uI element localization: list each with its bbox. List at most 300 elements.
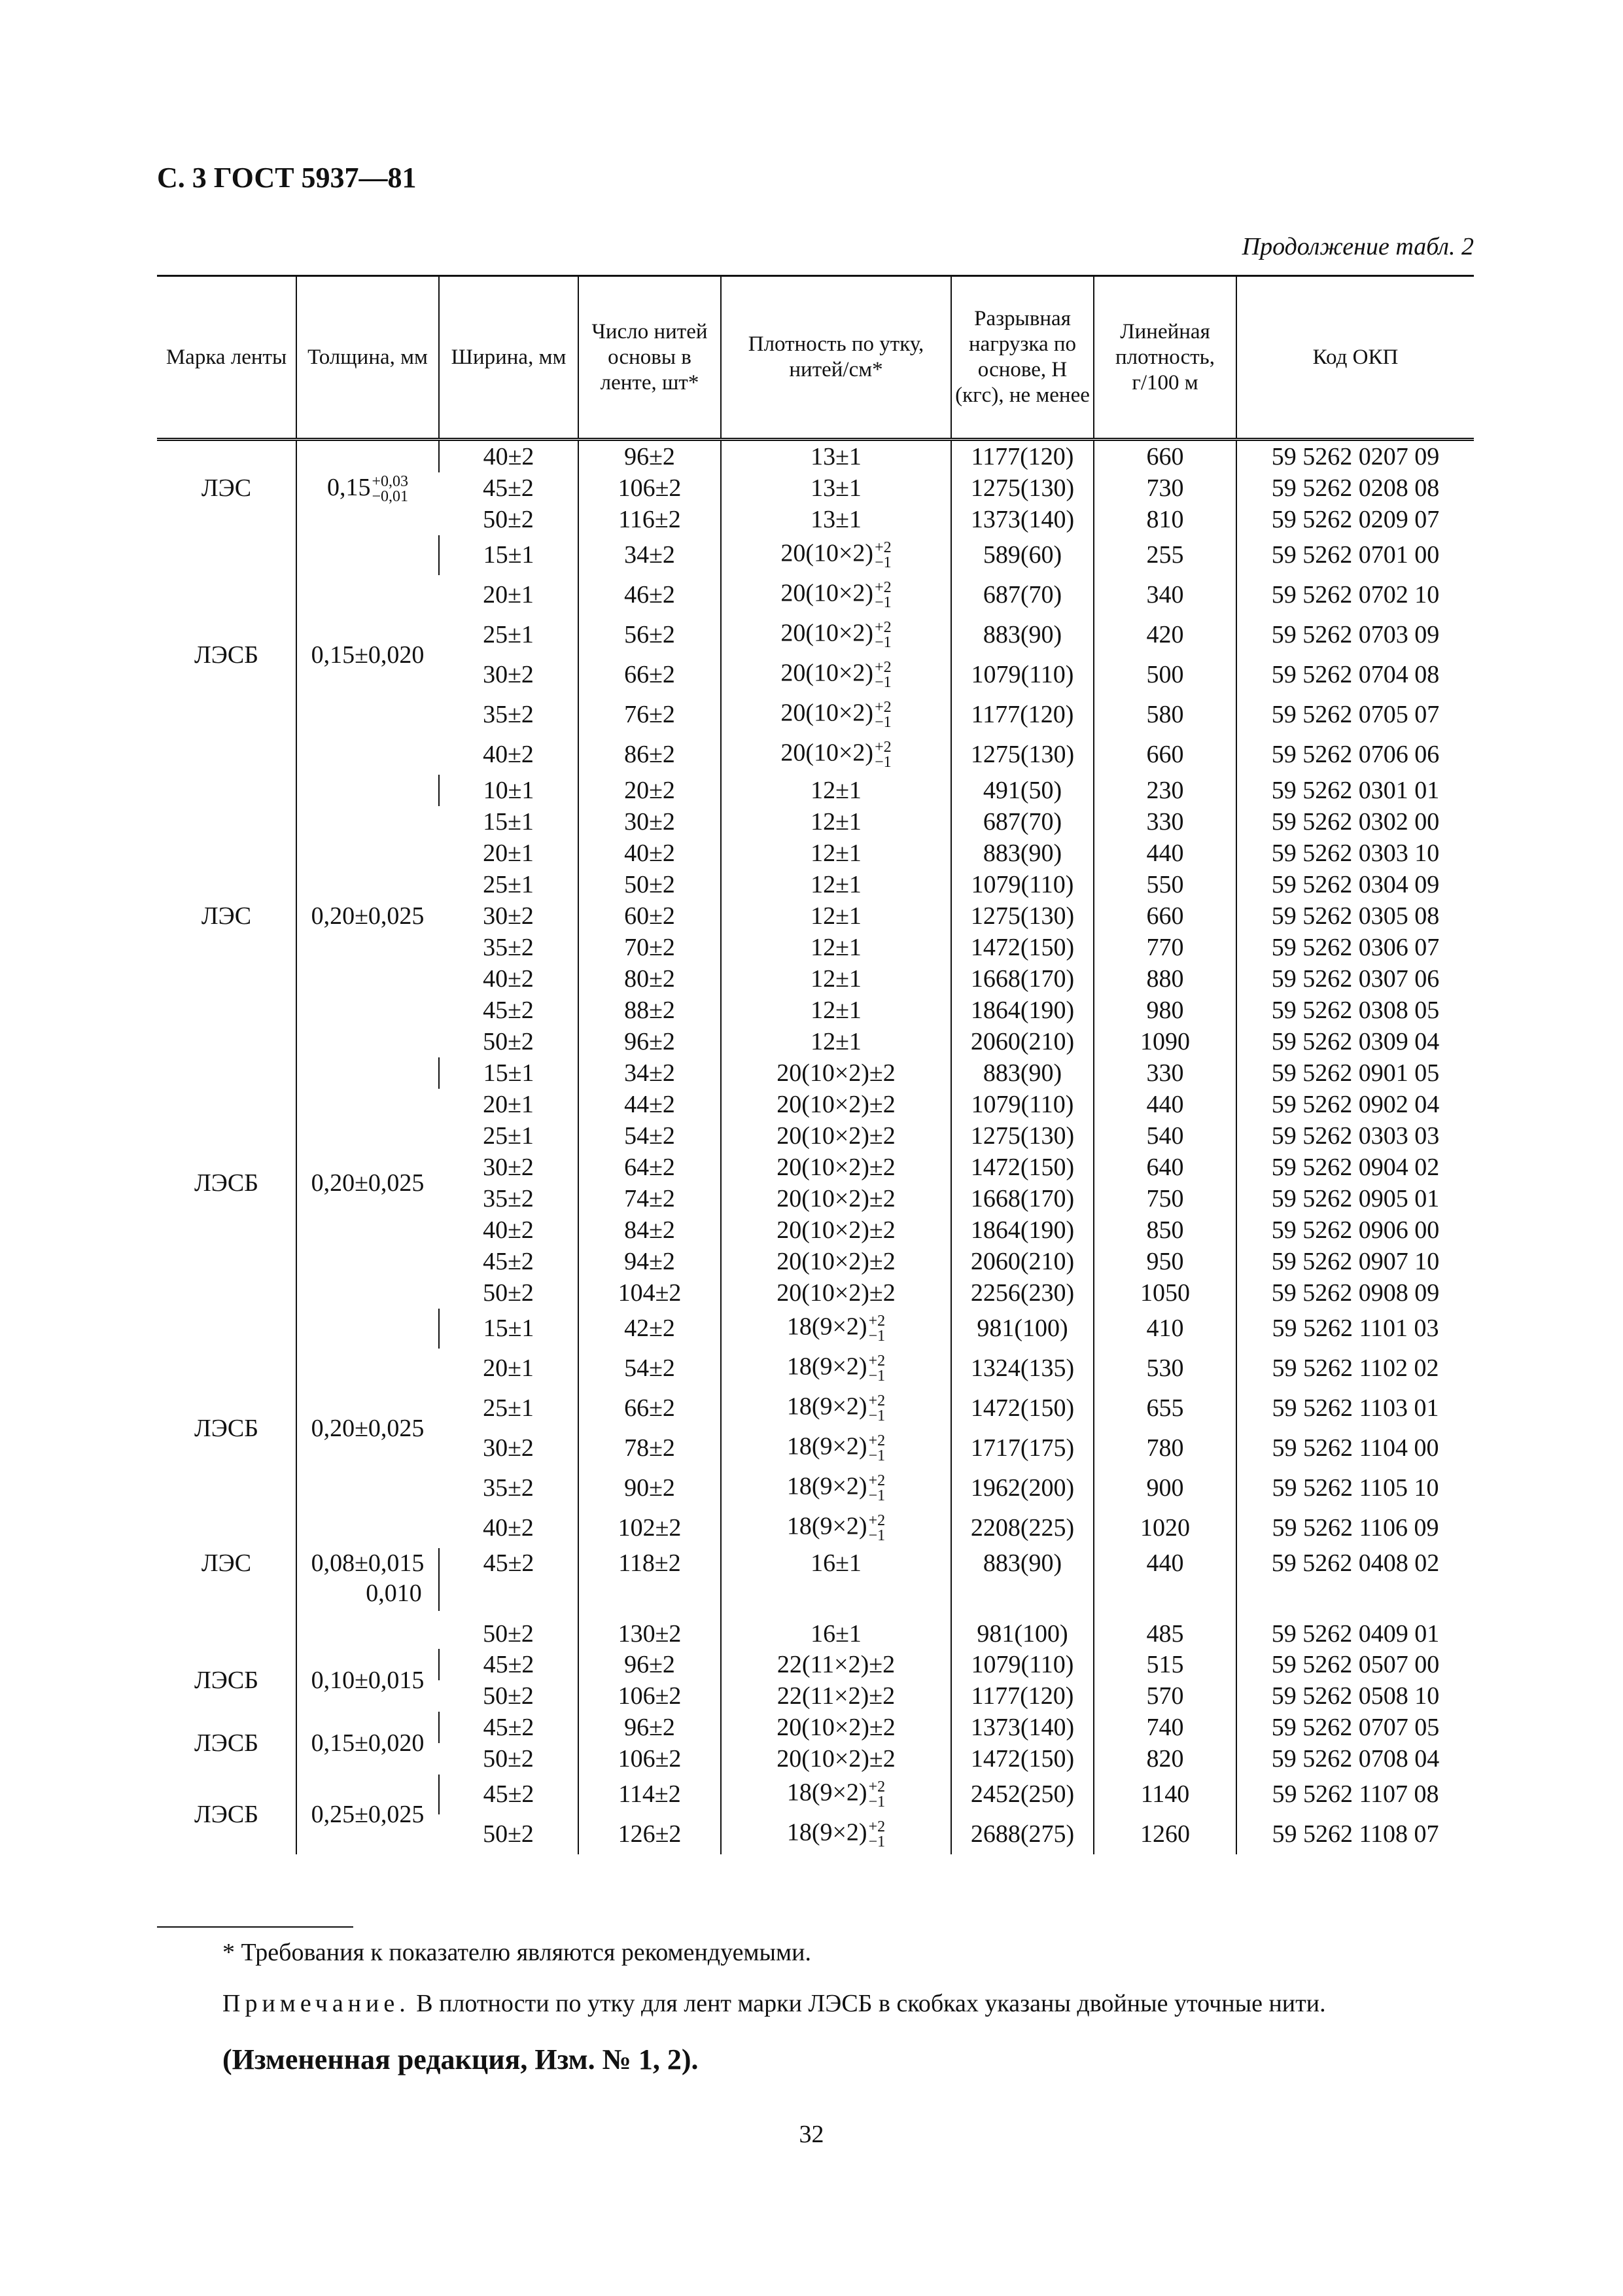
breaking-load-cell xyxy=(951,806,1094,838)
linear-density-cell xyxy=(1094,575,1236,615)
threads-cell xyxy=(578,932,721,963)
linear-density-cell xyxy=(1094,1508,1236,1548)
weft-density-value: 20(10×2) xyxy=(780,659,874,687)
weft-density-value: 22(11×2)±2 xyxy=(777,1651,896,1678)
breaking-load-cell xyxy=(951,1246,1094,1277)
breaking-load-cell xyxy=(951,1775,1094,1814)
breaking-load-value: 491(50) xyxy=(983,777,1062,804)
weft-tolerance-upper: +2 xyxy=(875,738,892,756)
table-row xyxy=(157,1548,1474,1611)
table-continuation-label: Продолжение табл. 2 xyxy=(1242,233,1474,260)
threads-cell xyxy=(578,806,721,838)
linear-density-value: 500 xyxy=(1146,661,1184,688)
okp-code-value: 59 5262 0305 08 xyxy=(1271,902,1440,930)
okp-code-cell xyxy=(1236,504,1474,535)
threads-cell xyxy=(578,1508,721,1548)
breaking-load-cell xyxy=(951,1814,1094,1854)
linear-density-cell xyxy=(1094,1026,1236,1057)
threads-value: 74±2 xyxy=(624,1185,675,1212)
threads-value: 56±2 xyxy=(624,621,675,648)
threads-cell xyxy=(578,615,721,655)
weft-density-value: 20(10×2)±2 xyxy=(777,1279,896,1307)
thickness-tolerance-upper: +0,03 xyxy=(372,473,409,491)
threads-cell xyxy=(578,1649,721,1680)
breaking-load-cell xyxy=(951,869,1094,900)
threads-value: 78±2 xyxy=(624,1434,675,1462)
okp-code-cell xyxy=(1236,1057,1474,1089)
threads-cell xyxy=(578,1026,721,1057)
breaking-load-value: 981(100) xyxy=(977,1315,1068,1342)
threads-value: 130±2 xyxy=(618,1620,682,1648)
weft-density-cell xyxy=(721,615,951,655)
width-cell xyxy=(439,1548,578,1611)
threads-cell xyxy=(578,1814,721,1854)
weft-density-value: 20(10×2)±2 xyxy=(777,1248,896,1275)
linear-density-cell xyxy=(1094,1712,1236,1743)
mark-cell xyxy=(157,1548,296,1649)
width-value: 50±2 xyxy=(483,1682,534,1710)
okp-code-value: 59 5262 0408 02 xyxy=(1271,1549,1440,1577)
linear-density-value: 1260 xyxy=(1140,1820,1190,1848)
threads-value: 34±2 xyxy=(624,541,675,569)
linear-density-value: 640 xyxy=(1146,1154,1184,1181)
linear-density-value: 330 xyxy=(1146,1059,1184,1087)
breaking-load-value: 1177(120) xyxy=(971,701,1074,728)
okp-code-value: 59 5262 1106 09 xyxy=(1272,1514,1439,1542)
okp-code-cell xyxy=(1236,995,1474,1026)
okp-code-cell xyxy=(1236,1089,1474,1120)
width-value: 40±2 xyxy=(483,741,534,768)
mark-value: ЛЭС xyxy=(201,902,252,930)
thickness-cell xyxy=(296,1775,439,1854)
column-header: Ширина, мм xyxy=(439,276,578,440)
threads-value: 96±2 xyxy=(624,1714,675,1741)
width-cell xyxy=(439,1349,578,1388)
weft-tolerance xyxy=(869,1434,886,1464)
width-value: 50±2 xyxy=(483,1820,534,1848)
linear-density-value: 550 xyxy=(1146,871,1184,898)
weft-density-cell xyxy=(721,1428,951,1468)
breaking-load-value: 1079(110) xyxy=(971,1651,1074,1678)
threads-value: 50±2 xyxy=(624,871,675,898)
column-header: Толщина, мм xyxy=(296,276,439,440)
okp-code-value: 59 5262 0309 04 xyxy=(1271,1028,1440,1055)
weft-tolerance-upper: +2 xyxy=(868,1472,886,1489)
breaking-load-cell xyxy=(951,1388,1094,1428)
breaking-load-cell xyxy=(951,1548,1094,1611)
weft-density-cell xyxy=(721,1468,951,1508)
linear-density-value: 255 xyxy=(1146,541,1184,569)
breaking-load-cell xyxy=(951,838,1094,869)
linear-density-value: 485 xyxy=(1146,1620,1184,1648)
weft-density-value: 13±1 xyxy=(811,506,862,533)
table-header-row xyxy=(157,276,1474,440)
okp-code-cell xyxy=(1236,1246,1474,1277)
linear-density-cell xyxy=(1094,1428,1236,1468)
linear-density-value: 440 xyxy=(1146,1549,1184,1577)
okp-code-cell xyxy=(1236,1508,1474,1548)
threads-cell xyxy=(578,472,721,504)
threads-value: 106±2 xyxy=(618,1682,682,1710)
width-value: 20±1 xyxy=(483,1354,534,1382)
width-cell xyxy=(439,1183,578,1214)
threads-value: 76±2 xyxy=(624,701,675,728)
mark-cell xyxy=(157,1712,296,1775)
weft-density-cell xyxy=(721,1649,951,1680)
breaking-load-value: 2256(230) xyxy=(970,1279,1075,1307)
breaking-load-cell xyxy=(951,695,1094,735)
breaking-load-cell xyxy=(951,1712,1094,1743)
breaking-load-value: 883(90) xyxy=(983,1549,1062,1577)
thickness-value: 0,15 xyxy=(326,473,371,501)
width-cell xyxy=(439,440,578,473)
width-cell xyxy=(439,1388,578,1428)
table-row xyxy=(157,1649,1474,1680)
threads-value: 30±2 xyxy=(624,808,675,836)
breaking-load-cell xyxy=(951,615,1094,655)
linear-density-value: 980 xyxy=(1146,997,1184,1024)
threads-value: 96±2 xyxy=(624,1028,675,1055)
threads-cell xyxy=(578,1152,721,1183)
weft-density-value: 12±1 xyxy=(811,997,862,1024)
width-value: 50±2 xyxy=(483,1745,534,1773)
threads-value: 126±2 xyxy=(618,1820,682,1848)
width-value: 25±1 xyxy=(483,1394,534,1422)
linear-density-cell xyxy=(1094,655,1236,695)
linear-density-cell xyxy=(1094,1775,1236,1814)
threads-value: 66±2 xyxy=(624,661,675,688)
linear-density-value: 1050 xyxy=(1140,1279,1190,1307)
width-value: 50±2 xyxy=(483,506,534,533)
weft-tolerance-lower: −1 xyxy=(875,593,892,611)
breaking-load-value: 1177(120) xyxy=(971,443,1074,470)
weft-tolerance-lower: −1 xyxy=(868,1833,886,1850)
breaking-load-value: 1324(135) xyxy=(970,1354,1075,1382)
linear-density-cell xyxy=(1094,1120,1236,1152)
width-cell xyxy=(439,1775,578,1814)
threads-cell xyxy=(578,995,721,1026)
weft-density-value: 12±1 xyxy=(811,871,862,898)
weft-tolerance xyxy=(875,620,892,650)
threads-cell xyxy=(578,575,721,615)
okp-code-cell xyxy=(1236,1468,1474,1508)
weft-density-cell xyxy=(721,963,951,995)
column-header: Число нитей основы в ленте, шт* xyxy=(578,276,721,440)
weft-density-value: 20(10×2)±2 xyxy=(777,1745,896,1773)
okp-code-cell xyxy=(1236,735,1474,775)
mark-value: ЛЭС xyxy=(201,474,252,502)
threads-value: 96±2 xyxy=(624,443,675,470)
width-cell xyxy=(439,806,578,838)
threads-value: 94±2 xyxy=(624,1248,675,1275)
threads-cell xyxy=(578,963,721,995)
linear-density-cell xyxy=(1094,869,1236,900)
column-header: Плотность по утку, нитей/см* xyxy=(721,276,951,440)
weft-density-value: 18(9×2) xyxy=(786,1352,867,1381)
okp-code-value: 59 5262 1104 00 xyxy=(1272,1434,1439,1462)
weft-density-cell xyxy=(721,695,951,735)
weft-density-cell xyxy=(721,1309,951,1349)
weft-tolerance-lower: −1 xyxy=(875,713,892,731)
threads-cell xyxy=(578,1775,721,1814)
linear-density-cell xyxy=(1094,995,1236,1026)
width-cell xyxy=(439,1712,578,1743)
weft-density-cell xyxy=(721,775,951,806)
okp-code-value: 59 5262 0705 07 xyxy=(1271,701,1440,728)
width-cell xyxy=(439,1508,578,1548)
threads-value: 106±2 xyxy=(618,474,682,502)
breaking-load-cell xyxy=(951,900,1094,932)
weft-density-cell xyxy=(721,440,951,473)
linear-density-value: 820 xyxy=(1146,1745,1184,1773)
breaking-load-cell xyxy=(951,963,1094,995)
weft-density-cell xyxy=(721,1388,951,1428)
weft-tolerance-lower: −1 xyxy=(875,673,892,691)
thickness-value: 0,20±0,025 xyxy=(311,1414,425,1442)
breaking-load-cell xyxy=(951,1120,1094,1152)
threads-value: 104±2 xyxy=(618,1279,682,1307)
thickness-value: 0,20±0,025 xyxy=(311,1169,425,1197)
weft-density-cell xyxy=(721,735,951,775)
thickness-cell xyxy=(296,1057,439,1309)
table-row xyxy=(157,1775,1474,1814)
linear-density-value: 810 xyxy=(1146,506,1184,533)
linear-density-value: 410 xyxy=(1146,1315,1184,1342)
okp-code-value: 59 5262 0708 04 xyxy=(1271,1745,1440,1773)
weft-density-value: 20(10×2)±2 xyxy=(777,1185,896,1212)
okp-code-cell xyxy=(1236,1428,1474,1468)
threads-cell xyxy=(578,1468,721,1508)
linear-density-cell xyxy=(1094,900,1236,932)
okp-code-value: 59 5262 0409 01 xyxy=(1271,1620,1440,1648)
linear-density-value: 780 xyxy=(1146,1434,1184,1462)
weft-density-cell xyxy=(721,1712,951,1743)
thickness-value: 0,15±0,020 xyxy=(311,1729,425,1757)
linear-density-value: 730 xyxy=(1146,474,1184,502)
threads-cell xyxy=(578,838,721,869)
width-cell xyxy=(439,615,578,655)
linear-density-value: 655 xyxy=(1146,1394,1184,1422)
weft-density-cell xyxy=(721,1508,951,1548)
okp-code-cell xyxy=(1236,900,1474,932)
width-value: 45±2 xyxy=(483,1714,534,1741)
linear-density-cell xyxy=(1094,1680,1236,1712)
thickness-value: 0,20±0,025 xyxy=(311,902,425,930)
breaking-load-cell xyxy=(951,1611,1094,1649)
weft-tolerance-upper: +2 xyxy=(868,1312,886,1330)
linear-density-value: 850 xyxy=(1146,1216,1184,1244)
width-value: 45±2 xyxy=(483,1549,534,1577)
width-value: 15±1 xyxy=(483,1059,534,1087)
breaking-load-cell xyxy=(951,1089,1094,1120)
width-cell xyxy=(439,1089,578,1120)
breaking-load-value: 589(60) xyxy=(983,541,1062,569)
okp-code-cell xyxy=(1236,1649,1474,1680)
linear-density-value: 230 xyxy=(1146,777,1184,804)
width-value: 30±2 xyxy=(483,1154,534,1181)
breaking-load-cell xyxy=(951,1026,1094,1057)
okp-code-value: 59 5262 0306 07 xyxy=(1271,934,1440,961)
weft-density-cell xyxy=(721,1277,951,1309)
weft-density-cell xyxy=(721,932,951,963)
weft-density-cell xyxy=(721,900,951,932)
threads-value: 84±2 xyxy=(624,1216,675,1244)
breaking-load-value: 1864(190) xyxy=(970,1216,1075,1244)
width-value: 15±1 xyxy=(483,541,534,569)
breaking-load-value: 2452(250) xyxy=(970,1780,1075,1808)
table-row xyxy=(157,1712,1474,1743)
width-value: 25±1 xyxy=(483,871,534,898)
width-cell xyxy=(439,900,578,932)
okp-code-value: 59 5262 0304 09 xyxy=(1271,871,1440,898)
weft-tolerance-upper: +2 xyxy=(875,578,892,596)
width-cell xyxy=(439,1680,578,1712)
threads-cell xyxy=(578,1183,721,1214)
okp-code-cell xyxy=(1236,535,1474,575)
weft-density-value: 12±1 xyxy=(811,839,862,867)
weft-tolerance-lower: −1 xyxy=(875,554,892,571)
width-value: 45±2 xyxy=(483,474,534,502)
weft-density-cell xyxy=(721,535,951,575)
width-value: 30±2 xyxy=(483,661,534,688)
thickness-value: 0,10±0,015 xyxy=(311,1667,425,1694)
weft-density-cell xyxy=(721,1214,951,1246)
weft-tolerance-lower: −1 xyxy=(868,1487,886,1504)
okp-code-value: 59 5262 1108 07 xyxy=(1272,1820,1439,1848)
width-value: 45±2 xyxy=(483,1248,534,1275)
weft-density-cell xyxy=(721,575,951,615)
linear-density-value: 950 xyxy=(1146,1248,1184,1275)
threads-cell xyxy=(578,1309,721,1349)
width-value: 50±2 xyxy=(483,1279,534,1307)
breaking-load-value: 1668(170) xyxy=(970,1185,1075,1212)
weft-density-cell xyxy=(721,504,951,535)
linear-density-cell xyxy=(1094,1743,1236,1775)
weft-density-value: 20(10×2)±2 xyxy=(777,1714,896,1741)
width-value: 40±2 xyxy=(483,1216,534,1244)
amendment-note: (Измененная редакция, Изм. № 1, 2). xyxy=(222,2043,699,2075)
breaking-load-value: 2688(275) xyxy=(970,1820,1075,1848)
weft-density-cell xyxy=(721,1246,951,1277)
width-cell xyxy=(439,1814,578,1854)
threads-value: 96±2 xyxy=(624,1651,675,1678)
breaking-load-value: 1079(110) xyxy=(971,1091,1074,1118)
threads-value: 46±2 xyxy=(624,581,675,609)
breaking-load-cell xyxy=(951,932,1094,963)
weft-density-cell xyxy=(721,1814,951,1854)
thickness-value: 0,25±0,025 xyxy=(311,1800,425,1828)
weft-tolerance xyxy=(875,660,892,690)
weft-tolerance-lower: −1 xyxy=(875,753,892,771)
weft-density-cell xyxy=(721,1089,951,1120)
mark-cell xyxy=(157,1775,296,1854)
threads-value: 60±2 xyxy=(624,902,675,930)
okp-code-value: 59 5262 0303 10 xyxy=(1271,839,1440,867)
width-cell xyxy=(439,575,578,615)
weft-density-value: 20(10×2)±2 xyxy=(777,1216,896,1244)
weft-density-value: 12±1 xyxy=(811,902,862,930)
width-value: 10±1 xyxy=(483,777,534,804)
threads-value: 116±2 xyxy=(618,506,681,533)
linear-density-value: 440 xyxy=(1146,839,1184,867)
mark-value: ЛЭСБ xyxy=(194,1169,259,1197)
weft-density-value: 20(10×2) xyxy=(780,619,874,647)
okp-code-cell xyxy=(1236,1743,1474,1775)
okp-code-cell xyxy=(1236,932,1474,963)
width-value: 35±2 xyxy=(483,934,534,961)
linear-density-value: 420 xyxy=(1146,621,1184,648)
weft-density-value: 20(10×2) xyxy=(780,539,874,567)
threads-cell xyxy=(578,535,721,575)
breaking-load-value: 1177(120) xyxy=(971,1682,1074,1710)
weft-density-value: 12±1 xyxy=(811,777,862,804)
weft-density-cell xyxy=(721,655,951,695)
weft-tolerance-upper: +2 xyxy=(868,1511,886,1529)
okp-code-value: 59 5262 0707 05 xyxy=(1271,1714,1440,1741)
okp-code-value: 59 5262 0303 03 xyxy=(1271,1122,1440,1150)
linear-density-cell xyxy=(1094,1057,1236,1089)
linear-density-value: 750 xyxy=(1146,1185,1184,1212)
width-cell xyxy=(439,1214,578,1246)
threads-cell xyxy=(578,735,721,775)
breaking-load-value: 687(70) xyxy=(983,808,1062,836)
weft-tolerance-upper: +2 xyxy=(868,1392,886,1409)
okp-code-cell xyxy=(1236,1277,1474,1309)
breaking-load-value: 1275(130) xyxy=(970,474,1075,502)
okp-code-cell xyxy=(1236,806,1474,838)
breaking-load-value: 1373(140) xyxy=(970,506,1075,533)
okp-code-value: 59 5262 0906 00 xyxy=(1271,1216,1440,1244)
threads-cell xyxy=(578,1712,721,1743)
breaking-load-cell xyxy=(951,1277,1094,1309)
thickness-cell xyxy=(296,1649,439,1712)
okp-code-cell xyxy=(1236,1026,1474,1057)
threads-cell xyxy=(578,1611,721,1649)
okp-code-value: 59 5262 0508 10 xyxy=(1271,1682,1440,1710)
okp-code-value: 59 5262 0904 02 xyxy=(1271,1154,1440,1181)
weft-tolerance xyxy=(869,1820,886,1850)
linear-density-cell xyxy=(1094,504,1236,535)
okp-code-cell xyxy=(1236,472,1474,504)
weft-density-value: 13±1 xyxy=(811,443,862,470)
weft-density-cell xyxy=(721,838,951,869)
threads-value: 54±2 xyxy=(624,1122,675,1150)
weft-tolerance-lower: −1 xyxy=(868,1367,886,1385)
linear-density-value: 1090 xyxy=(1140,1028,1190,1055)
width-value: 30±2 xyxy=(483,1434,534,1462)
breaking-load-value: 1717(175) xyxy=(970,1434,1075,1462)
breaking-load-value: 1962(200) xyxy=(970,1474,1075,1502)
table-row xyxy=(157,440,1474,473)
weft-tolerance xyxy=(875,580,892,610)
okp-code-cell xyxy=(1236,1814,1474,1854)
width-cell xyxy=(439,1026,578,1057)
threads-cell xyxy=(578,869,721,900)
okp-code-value: 59 5262 0307 06 xyxy=(1271,965,1440,993)
thickness-cell xyxy=(296,1309,439,1548)
threads-value: 40±2 xyxy=(624,839,675,867)
weft-tolerance-upper: +2 xyxy=(875,618,892,636)
width-value: 35±2 xyxy=(483,1474,534,1502)
table-row xyxy=(157,775,1474,806)
weft-density-value: 18(9×2) xyxy=(786,1818,867,1846)
weft-tolerance xyxy=(875,700,892,730)
mark-value: ЛЭСБ xyxy=(194,1800,259,1828)
weft-density-cell xyxy=(721,1026,951,1057)
weft-density-cell xyxy=(721,472,951,504)
width-value: 45±2 xyxy=(483,1780,534,1808)
threads-cell xyxy=(578,504,721,535)
